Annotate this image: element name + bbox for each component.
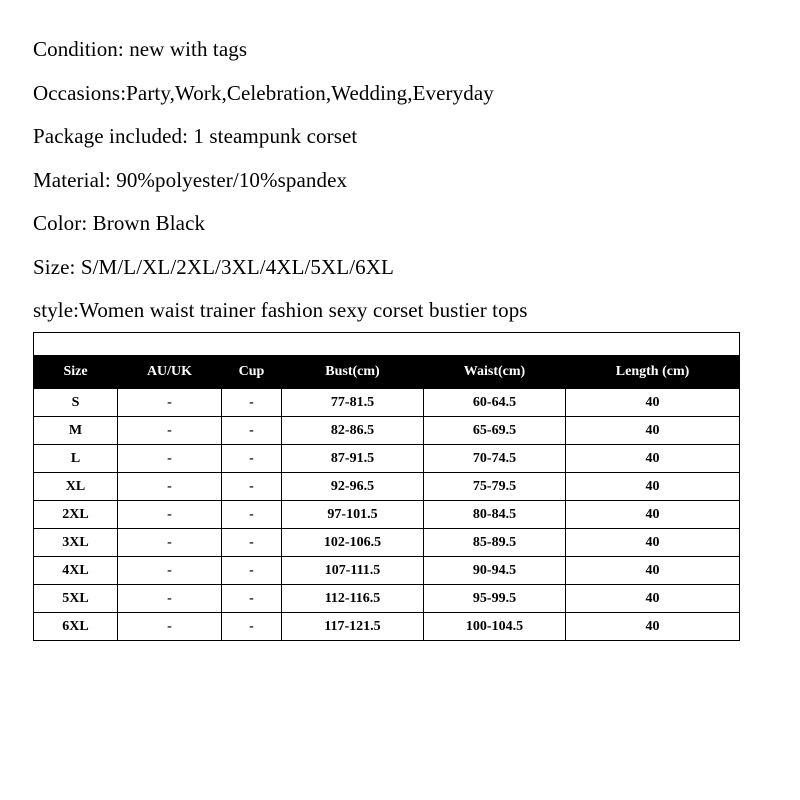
- table-row: [34, 417, 740, 445]
- color-text: Color: Brown Black: [33, 211, 206, 235]
- table-cell: -: [222, 389, 282, 417]
- table-cell: 92-96.5: [282, 473, 424, 501]
- table-row: [34, 389, 740, 417]
- table-cell: 40: [566, 445, 740, 473]
- table-cell: -: [118, 557, 222, 585]
- table-cell: 117-121.5: [282, 613, 424, 641]
- table-cell: 40: [566, 613, 740, 641]
- table-row: [34, 557, 740, 585]
- table-cell: 40: [566, 389, 740, 417]
- table-cell: -: [118, 501, 222, 529]
- table-cell: 102-106.5: [282, 529, 424, 557]
- table-cell: 75-79.5: [424, 473, 566, 501]
- table-cell: -: [222, 473, 282, 501]
- table-cell: 107-111.5: [282, 557, 424, 585]
- table-cell: -: [222, 613, 282, 641]
- table-cell: -: [118, 445, 222, 473]
- table-row: [34, 585, 740, 613]
- table-cell: 87-91.5: [282, 445, 424, 473]
- table-cell: 5XL: [34, 585, 118, 613]
- material-text: Material: 90%polyester/10%spandex: [33, 168, 348, 192]
- table-cell: 40: [566, 585, 740, 613]
- table-cell: -: [118, 417, 222, 445]
- table-cell: -: [222, 529, 282, 557]
- table-cell: 6XL: [34, 613, 118, 641]
- table-cell: 3XL: [34, 529, 118, 557]
- table-cell: 40: [566, 473, 740, 501]
- table-cell: 40: [566, 529, 740, 557]
- table-cell: -: [222, 445, 282, 473]
- table-cell: 100-104.5: [424, 613, 566, 641]
- table-cell: 4XL: [34, 557, 118, 585]
- table-cell: L: [34, 445, 118, 473]
- table-cell: -: [118, 613, 222, 641]
- table-row: [34, 529, 740, 557]
- table-blank-row: [34, 333, 740, 356]
- table-row: [34, 445, 740, 473]
- package-text: Package included: 1 steampunk corset: [33, 124, 358, 148]
- table-cell: 85-89.5: [424, 529, 566, 557]
- column-header: AU/UK: [118, 356, 222, 389]
- size-text: Size: S/M/L/XL/2XL/3XL/4XL/5XL/6XL: [33, 255, 394, 279]
- table-cell: 40: [566, 557, 740, 585]
- table-cell: 2XL: [34, 501, 118, 529]
- table-cell: 65-69.5: [424, 417, 566, 445]
- table-cell: 82-86.5: [282, 417, 424, 445]
- column-header: Length (cm): [566, 356, 740, 389]
- table-cell: 97-101.5: [282, 501, 424, 529]
- table-cell: S: [34, 389, 118, 417]
- column-header: Waist(cm): [424, 356, 566, 389]
- table-cell: -: [118, 473, 222, 501]
- table-cell: 60-64.5: [424, 389, 566, 417]
- table-cell: 90-94.5: [424, 557, 566, 585]
- size-chart-body: [34, 389, 740, 641]
- table-row: [34, 501, 740, 529]
- table-cell: -: [118, 389, 222, 417]
- table-cell: -: [222, 557, 282, 585]
- column-header: Bust(cm): [282, 356, 424, 389]
- table-cell: 77-81.5: [282, 389, 424, 417]
- table-cell: -: [222, 585, 282, 613]
- size-chart-table: [33, 332, 740, 641]
- table-cell: 70-74.5: [424, 445, 566, 473]
- table-cell: 95-99.5: [424, 585, 566, 613]
- style-text: style:Women waist trainer fashion sexy corset bustier tops: [33, 298, 528, 322]
- table-cell: 40: [566, 417, 740, 445]
- table-cell: -: [222, 501, 282, 529]
- table-cell: 80-84.5: [424, 501, 566, 529]
- table-row: [34, 613, 740, 641]
- table-row: [34, 473, 740, 501]
- table-cell: 40: [566, 501, 740, 529]
- table-cell: -: [118, 585, 222, 613]
- condition-text: Condition: new with tags: [33, 37, 248, 61]
- size-chart-header: [34, 356, 740, 389]
- table-cell: XL: [34, 473, 118, 501]
- table-cell: -: [118, 529, 222, 557]
- column-header: Cup: [222, 356, 282, 389]
- table-cell: -: [222, 417, 282, 445]
- table-cell: 112-116.5: [282, 585, 424, 613]
- column-header: Size: [34, 356, 118, 389]
- occasions-text: Occasions:Party,Work,Celebration,Wedding,Everyday: [33, 81, 494, 105]
- table-cell: M: [34, 417, 118, 445]
